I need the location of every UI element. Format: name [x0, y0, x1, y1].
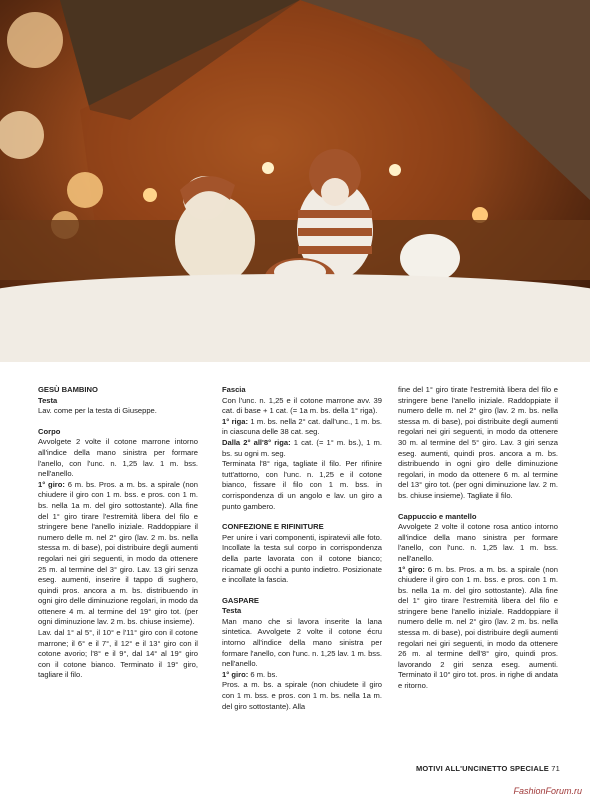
figure-stripes: [298, 210, 372, 254]
paragraph: Avvolgete 2 volte il cotone marrone intorno all'indice della mano sinistra per formare l'anello, con l'unc. n. 1,25 lav. 1 m. bss. nell'anello.: [38, 437, 198, 479]
paragraph: 6 m. bs.: [248, 669, 278, 679]
paragraph: Terminata l'8° riga, tagliate il filo. Per rifinire tutt'attorno, con l'unc. n. 1,25 e il cotone bianco, fissare il filo con 1 m. bss. in corrispondenza di un angolo e lav. un giro a punto gambero.: [222, 459, 382, 511]
page-footer: [330, 764, 560, 773]
candle-light: [262, 162, 274, 174]
figure-face: [321, 178, 349, 206]
row-label: 1° riga:: [222, 416, 249, 426]
section-title: GASPARE: [222, 595, 259, 605]
section-title: CONFEZIONE E RIFINITURE: [222, 522, 324, 532]
page-number: 71: [551, 764, 560, 773]
article-columns: [38, 385, 558, 765]
column-1: [38, 385, 198, 691]
paragraph: Con l'unc. n. 1,25 e il cotone marrone avv. 39 cat. di base + 1 cat. (= 1a m. bs. della 1° riga).: [222, 395, 382, 416]
paragraph: Lav. come per la testa di Giuseppe.: [38, 406, 157, 416]
candle-light: [143, 188, 157, 202]
round-label: 1° giro:: [222, 669, 249, 679]
paragraph: Man mano che si lavora inserite la lana sintetica. Avvolgete 2 volte il cotone écru intorno all'indice della mano sinistra per formare l'anello, con l'unc. n. 1,25 lav. 1 m. bss. nell'anello.: [222, 616, 382, 669]
paragraph: 6 m. bs. Pros. a m. bs. a spirale (non chiudere il giro con 1 m. bss. e pros. con 1 m. bs. nella 1a m. del giro sottostante). Alla fine del 1° giro tirare l'estremità libera del filo e stringere bene l'anello iniziale. Raddoppiare il numero delle m. nel 2° giro (lav. 2 m. bs. nella stessa m. di base), poi distribuire degli aumenti regolari nei giri seguenti, in modo da ottenere 26 m. al termine dell'8° giro, quindi pros. lavorando 2 giri senza eseg. aumenti. Terminato il 10° giro tot. pros. in righe di andata e ritorno.: [398, 564, 558, 691]
fur-edge: [0, 274, 590, 326]
paragraph: Pros. a m. bs. a spirale (non chiudete il giro con 1 m. bss. e pros. con 1 m. bs. nella 1a m. del giro sottostante). Alla: [222, 680, 382, 711]
candle-light: [389, 164, 401, 176]
column-2: [222, 385, 382, 722]
paragraph: 1 cat. (= 1° m. bs.), 1 m. bs. su ogni m. seg.: [222, 437, 382, 458]
paragraph: Avvolgete 2 volte il cotone rosa antico intorno all'indice della mano sinistra per formare l'anello, con l'unc. n. 1,25 lav. 1 m. bss. nell'anello.: [398, 522, 558, 563]
subsection-title: Testa: [222, 606, 242, 616]
round-label: 1° giro:: [38, 479, 65, 489]
section-title: GESÙ BAMBINO: [38, 385, 98, 394]
nativity-photo: [0, 0, 590, 362]
subsection-title: Fascia: [222, 385, 246, 394]
round-label: 1° giro:: [398, 564, 425, 574]
watermark: FashionForum.ru: [513, 786, 582, 796]
paragraph: 6 m. bs. Pros. a m. bs. a spirale (non chiudere il giro con 1 m. bss. e pros. con 1 m. bs. nella 1a m. del giro sottostante). Alla fine del 1° giro tirare l'estremità libera del filo e stringere bene l'anello iniziale. Raddoppiare il numero delle m. nel 2° giro (lav. 2 m. bs. nella stessa m. di base), poi distribuire degli aumenti regolari nei giri seguenti, in modo da ottenere 25 m. al termine del 3° giro. Lav. 13 giri senza eseg. aumenti, inserire il tappo di sughero, quindi pros. ancora a m. bs. distribuendo in ogni giro delle diminuzione regolari, in modo da ottenere 4 m. al termine del 19° giro tot. (per ogni diminuzione lav. 2 m. bs. chiuse insieme).: [38, 479, 198, 627]
row-label: Dalla 2° all'8° riga:: [222, 437, 291, 447]
subsection-title: Corpo: [38, 426, 61, 436]
paragraph: 1 m. bs. nella 2° cat. dall'unc., 1 m. bs. in ciascuna delle 38 cat. seg.: [222, 416, 383, 437]
paragraph: Lav. dal 1° al 5°, il 10° e l'11° giro con il cotone marrone; il 6° e il 7°, il 12° e il 13° giro con il cotone avorio; l'8° e il 9°, dal 14° al 19° giro con il cotone bianco. Terminato il 19° giro, tagliare il filo.: [38, 628, 198, 680]
light-bokeh: [7, 12, 63, 68]
light-bokeh: [67, 172, 103, 208]
paragraph: fine del 1° giro tirate l'estremità libera del filo e stringere bene l'anello iniziale. Raddoppiate il numero delle m. nel 2° giro (lav. 2 m. bs. nella stessa m. di base), poi distribuite degli aumenti regolari nei giri seguenti, in modo da ottenere 30 m. al termine del 5° giro. Lav. 3 giri senza eseg. aumenti, quindi pros. ancora a m. bs. distribuendo in ogni giro delle diminuzione regolari, in modo da ottenere 6 m. al termine del 13° giro tot. (per ogni diminuzione lav. 2 m. bs. chiuse insieme). Tagliate il filo.: [398, 385, 558, 500]
light-bokeh: [0, 111, 44, 159]
magazine-title: MOTIVI ALL'UNCINETTO SPECIALE: [415, 764, 549, 773]
nativity-illustration: [0, 0, 590, 362]
subsection-title: Cappuccio e mantello: [398, 511, 477, 521]
sheep: [400, 234, 460, 282]
subsection-title: Testa: [38, 395, 58, 405]
paragraph: Per unire i vari componenti, ispiratevii alle foto. Incollate la testa sul corpo in corrispondenza della parte lavorata con il cotone bianco; ricamate gli occhi a punto indietro. Posizionate e incollate la fascia.: [222, 532, 382, 585]
column-3: [398, 385, 558, 702]
